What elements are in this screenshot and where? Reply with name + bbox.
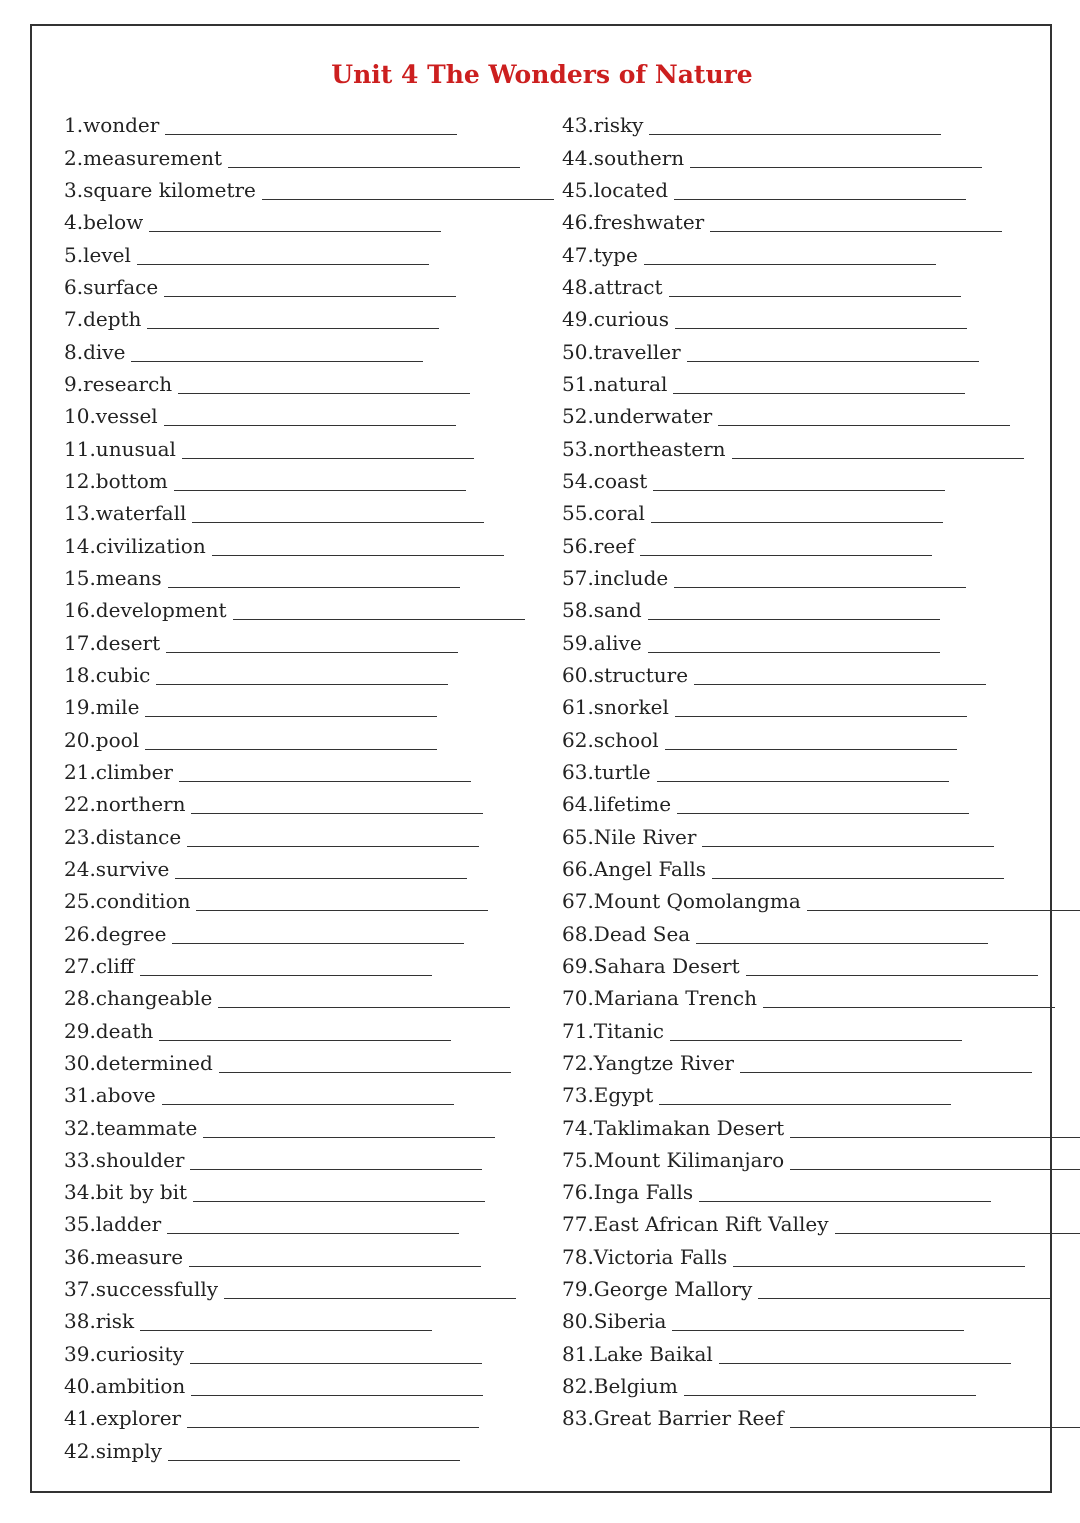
vocabulary-word: 36.measure [64, 1244, 184, 1269]
answer-blank-line[interactable] [233, 618, 525, 620]
answer-blank-line[interactable] [166, 651, 458, 653]
vocabulary-word: 80.Siberia [562, 1309, 667, 1334]
vocabulary-item [64, 691, 554, 723]
vocabulary-item [64, 885, 554, 917]
vocabulary-item [562, 109, 1080, 141]
vocabulary-item [562, 497, 1080, 529]
answer-blank-line[interactable] [174, 489, 466, 491]
vocabulary-word: 31.above [64, 1083, 156, 1108]
vocabulary-item [64, 529, 554, 561]
vocabulary-item [562, 238, 1080, 270]
answer-blank-line[interactable] [182, 457, 474, 459]
answer-blank-line[interactable] [175, 877, 467, 879]
answer-blank-line[interactable] [156, 683, 448, 685]
vocabulary-item [562, 432, 1080, 464]
vocabulary-word: 66.Angel Falls [562, 856, 707, 881]
answer-blank-line[interactable] [665, 748, 957, 750]
answer-blank-line[interactable] [164, 295, 456, 297]
vocabulary-word: 2.measurement [64, 145, 223, 170]
vocabulary-word: 56.reef [562, 533, 635, 558]
vocabulary-word: 55.coral [562, 501, 645, 526]
vocabulary-word: 3.square kilometre [64, 177, 256, 202]
vocabulary-word: 26.degree [64, 921, 167, 946]
vocabulary-word: 51.natural [562, 371, 668, 396]
vocabulary-item [64, 206, 554, 238]
answer-blank-line[interactable] [758, 1297, 1050, 1299]
vocabulary-word: 72.Yangtze River [562, 1050, 734, 1075]
vocabulary-word: 83.Great Barrier Reef [562, 1406, 784, 1431]
vocabulary-word: 18.cubic [64, 662, 151, 687]
answer-blank-line[interactable] [165, 133, 457, 135]
vocabulary-item [64, 1402, 554, 1434]
vocabulary-word: 44.southern [562, 145, 685, 170]
vocabulary-word: 74.Taklimakan Desert [562, 1115, 785, 1140]
vocabulary-word: 37.successfully [64, 1277, 219, 1302]
answer-blank-line[interactable] [189, 1265, 481, 1267]
vocabulary-word: 35.ladder [64, 1212, 162, 1237]
vocabulary-word: 79.George Mallory [562, 1277, 753, 1302]
vocabulary-item [562, 1305, 1080, 1337]
vocabulary-word: 53.northeastern [562, 436, 726, 461]
answer-blank-line[interactable] [763, 1006, 1055, 1008]
vocabulary-word: 17.desert [64, 630, 161, 655]
vocabulary-item [562, 756, 1080, 788]
vocabulary-word: 69.Sahara Desert [562, 953, 740, 978]
vocabulary-item [562, 594, 1080, 626]
vocabulary-item [64, 950, 554, 982]
vocabulary-word: 48.attract [562, 274, 663, 299]
vocabulary-word: 46.freshwater [562, 210, 705, 235]
answer-blank-line[interactable] [193, 1200, 485, 1202]
vocabulary-item [64, 562, 554, 594]
vocabulary-word: 1.wonder [64, 113, 160, 138]
vocabulary-item [64, 335, 554, 367]
vocabulary-item [562, 368, 1080, 400]
answer-blank-line[interactable] [187, 845, 479, 847]
vocabulary-word: 73.Egypt [562, 1083, 654, 1108]
vocabulary-word: 41.explorer [64, 1406, 182, 1431]
answer-blank-line[interactable] [657, 780, 949, 782]
vocabulary-word: 38.risk [64, 1309, 135, 1334]
vocabulary-item [64, 1240, 554, 1272]
answer-blank-line[interactable] [648, 618, 940, 620]
vocabulary-item [64, 238, 554, 270]
answer-blank-line[interactable] [673, 392, 965, 394]
vocabulary-item [64, 109, 554, 141]
vocabulary-word: 23.distance [64, 824, 182, 849]
answer-blank-line[interactable] [670, 1039, 962, 1041]
vocabulary-item [562, 1273, 1080, 1305]
vocabulary-item [64, 174, 554, 206]
vocabulary-item [64, 756, 554, 788]
answer-blank-line[interactable] [168, 586, 460, 588]
answer-blank-line[interactable] [224, 1297, 516, 1299]
answer-blank-line[interactable] [790, 1426, 1080, 1428]
vocabulary-item [64, 788, 554, 820]
answer-blank-line[interactable] [696, 942, 988, 944]
vocabulary-word: 77.East African Rift Valley [562, 1212, 829, 1237]
answer-blank-line[interactable] [168, 1459, 460, 1461]
vocabulary-item [64, 853, 554, 885]
answer-blank-line[interactable] [648, 651, 940, 653]
worksheet-title: Unit 4 The Wonders of Nature [331, 60, 753, 89]
vocabulary-item [562, 885, 1080, 917]
vocabulary-item [562, 659, 1080, 691]
answer-blank-line[interactable] [674, 586, 966, 588]
answer-blank-line[interactable] [835, 1232, 1080, 1234]
vocabulary-word: 65.Nile River [562, 824, 697, 849]
vocabulary-word: 58.sand [562, 598, 642, 623]
answer-blank-line[interactable] [746, 974, 1038, 976]
vocabulary-item [562, 562, 1080, 594]
vocabulary-word: 13.waterfall [64, 501, 187, 526]
vocabulary-item [562, 1079, 1080, 1111]
vocabulary-word: 63.turtle [562, 759, 651, 784]
vocabulary-item [64, 432, 554, 464]
vocabulary-word: 21.climber [64, 759, 173, 784]
vocabulary-item [64, 1370, 554, 1402]
vocabulary-word: 67.Mount Qomolangma [562, 889, 801, 914]
vocabulary-word: 5.level [64, 242, 131, 267]
vocabulary-word: 4.below [64, 210, 144, 235]
answer-blank-line[interactable] [699, 1200, 991, 1202]
vocabulary-item [64, 1079, 554, 1111]
answer-blank-line[interactable] [732, 457, 1024, 459]
answer-blank-line[interactable] [228, 166, 520, 168]
vocabulary-word: 82.Belgium [562, 1374, 678, 1399]
vocabulary-word: 57.include [562, 565, 669, 590]
vocabulary-word: 10.vessel [64, 404, 158, 429]
answer-blank-line[interactable] [677, 812, 969, 814]
vocabulary-item [64, 1014, 554, 1046]
answer-blank-line[interactable] [262, 198, 554, 200]
answer-blank-line[interactable] [712, 877, 1004, 879]
vocabulary-item [562, 400, 1080, 432]
vocabulary-word: 14.civilization [64, 533, 206, 558]
vocabulary-word: 32.teammate [64, 1115, 198, 1140]
vocabulary-word: 50.traveller [562, 339, 681, 364]
vocabulary-word: 28.changeable [64, 986, 213, 1011]
vocabulary-word: 16.development [64, 598, 227, 623]
vocabulary-item [64, 1273, 554, 1305]
vocabulary-word: 42.simply [64, 1438, 162, 1463]
vocabulary-item [64, 1305, 554, 1337]
answer-blank-line[interactable] [131, 360, 423, 362]
answer-blank-line[interactable] [145, 715, 437, 717]
vocabulary-item [64, 1208, 554, 1240]
answer-blank-line[interactable] [687, 360, 979, 362]
vocabulary-item [562, 1014, 1080, 1046]
vocabulary-item [562, 1111, 1080, 1143]
answer-blank-line[interactable] [187, 1426, 479, 1428]
answer-blank-line[interactable] [137, 263, 429, 265]
vocabulary-item [562, 206, 1080, 238]
answer-blank-line[interactable] [649, 133, 941, 135]
vocabulary-word: 22.northern [64, 792, 186, 817]
vocabulary-word: 39.curiosity [64, 1341, 184, 1366]
vocabulary-item [64, 1144, 554, 1176]
vocabulary-word: 60.structure [562, 662, 689, 687]
vocabulary-item [562, 691, 1080, 723]
vocabulary-item [64, 303, 554, 335]
answer-blank-line[interactable] [172, 942, 464, 944]
answer-blank-line[interactable] [644, 263, 936, 265]
vocabulary-word: 9.research [64, 371, 173, 396]
vocabulary-word: 15.means [64, 565, 162, 590]
answer-blank-line[interactable] [659, 1103, 951, 1105]
vocabulary-word: 29.death [64, 1018, 154, 1043]
vocabulary-item [562, 1337, 1080, 1369]
answer-blank-line[interactable] [219, 1071, 511, 1073]
vocabulary-item [562, 174, 1080, 206]
vocabulary-item [562, 1240, 1080, 1272]
answer-blank-line[interactable] [719, 1362, 1011, 1364]
vocabulary-word: 11.unusual [64, 436, 176, 461]
vocabulary-item [64, 141, 554, 173]
vocabulary-item [64, 1337, 554, 1369]
answer-blank-line[interactable] [807, 909, 1080, 911]
answer-blank-line[interactable] [674, 198, 966, 200]
vocabulary-item [64, 723, 554, 755]
vocabulary-word: 81.Lake Baikal [562, 1341, 713, 1366]
vocabulary-item [562, 1402, 1080, 1434]
answer-blank-line[interactable] [159, 1039, 451, 1041]
answer-blank-line[interactable] [145, 748, 437, 750]
vocabulary-word: 33.shoulder [64, 1147, 185, 1172]
answer-blank-line[interactable] [203, 1136, 495, 1138]
vocabulary-word: 64.lifetime [562, 792, 672, 817]
answer-blank-line[interactable] [140, 974, 432, 976]
answer-blank-line[interactable] [790, 1168, 1080, 1170]
answer-blank-line[interactable] [167, 1232, 459, 1234]
answer-blank-line[interactable] [164, 424, 456, 426]
vocabulary-item [64, 594, 554, 626]
vocabulary-word: 68.Dead Sea [562, 921, 691, 946]
vocabulary-word: 52.underwater [562, 404, 713, 429]
vocabulary-word: 34.bit by bit [64, 1180, 188, 1205]
answer-blank-line[interactable] [733, 1265, 1025, 1267]
answer-blank-line[interactable] [192, 521, 484, 523]
answer-blank-line[interactable] [690, 166, 982, 168]
vocabulary-item [562, 303, 1080, 335]
vocabulary-word: 30.determined [64, 1050, 213, 1075]
answer-blank-line[interactable] [694, 683, 986, 685]
vocabulary-item [64, 1111, 554, 1143]
vocabulary-item [562, 271, 1080, 303]
vocabulary-item [562, 982, 1080, 1014]
vocabulary-item [64, 820, 554, 852]
vocabulary-item [562, 626, 1080, 658]
answer-blank-line[interactable] [640, 554, 932, 556]
vocabulary-item [64, 1047, 554, 1079]
vocabulary-item [562, 529, 1080, 561]
vocabulary-item [64, 982, 554, 1014]
answer-blank-line[interactable] [212, 554, 504, 556]
vocabulary-item [64, 497, 554, 529]
answer-blank-line[interactable] [190, 1362, 482, 1364]
vocabulary-item [562, 1144, 1080, 1176]
vocabulary-word: 71.Titanic [562, 1018, 664, 1043]
answer-blank-line[interactable] [669, 295, 961, 297]
vocabulary-word: 45.located [562, 177, 669, 202]
vocabulary-item [562, 723, 1080, 755]
vocabulary-column-right [562, 109, 1080, 1434]
vocabulary-item [562, 141, 1080, 173]
answer-blank-line[interactable] [149, 230, 441, 232]
vocabulary-word: 61.snorkel [562, 695, 669, 720]
answer-blank-line[interactable] [702, 845, 994, 847]
answer-blank-line[interactable] [178, 392, 470, 394]
answer-blank-line[interactable] [218, 1006, 510, 1008]
vocabulary-item [64, 271, 554, 303]
vocabulary-word: 12.bottom [64, 468, 168, 493]
vocabulary-word: 27.cliff [64, 953, 135, 978]
vocabulary-word: 8.dive [64, 339, 126, 364]
vocabulary-word: 6.surface [64, 274, 159, 299]
vocabulary-word: 20.pool [64, 727, 140, 752]
answer-blank-line[interactable] [190, 1168, 482, 1170]
vocabulary-word: 40.ambition [64, 1374, 186, 1399]
answer-blank-line[interactable] [651, 521, 943, 523]
vocabulary-item [562, 1370, 1080, 1402]
vocabulary-item [64, 1176, 554, 1208]
answer-blank-line[interactable] [191, 1394, 483, 1396]
vocabulary-item [64, 626, 554, 658]
answer-blank-line[interactable] [740, 1071, 1032, 1073]
vocabulary-word: 7.depth [64, 307, 142, 332]
vocabulary-word: 24.survive [64, 856, 170, 881]
answer-blank-line[interactable] [140, 1329, 432, 1331]
vocabulary-item [64, 659, 554, 691]
vocabulary-word: 70.Mariana Trench [562, 986, 757, 1011]
vocabulary-item [64, 917, 554, 949]
vocabulary-word: 19.mile [64, 695, 140, 720]
vocabulary-item [562, 820, 1080, 852]
vocabulary-item [562, 853, 1080, 885]
vocabulary-item [562, 917, 1080, 949]
answer-blank-line[interactable] [196, 909, 488, 911]
answer-blank-line[interactable] [790, 1136, 1080, 1138]
vocabulary-word: 78.Victoria Falls [562, 1244, 728, 1269]
vocabulary-column-left [64, 109, 554, 1467]
vocabulary-item [64, 368, 554, 400]
answer-blank-line[interactable] [675, 327, 967, 329]
vocabulary-word: 25.condition [64, 889, 191, 914]
vocabulary-item [562, 1208, 1080, 1240]
answer-blank-line[interactable] [675, 715, 967, 717]
vocabulary-item [64, 465, 554, 497]
vocabulary-item [562, 1047, 1080, 1079]
answer-blank-line[interactable] [718, 424, 1010, 426]
vocabulary-word: 62.school [562, 727, 659, 752]
answer-blank-line[interactable] [162, 1103, 454, 1105]
answer-blank-line[interactable] [147, 327, 439, 329]
vocabulary-word: 47.type [562, 242, 638, 267]
vocabulary-item [562, 335, 1080, 367]
answer-blank-line[interactable] [672, 1329, 964, 1331]
vocabulary-word: 75.Mount Kilimanjaro [562, 1147, 785, 1172]
answer-blank-line[interactable] [191, 812, 483, 814]
vocabulary-word: 43.risky [562, 113, 644, 138]
answer-blank-line[interactable] [710, 230, 1002, 232]
answer-blank-line[interactable] [653, 489, 945, 491]
vocabulary-item [562, 788, 1080, 820]
vocabulary-word: 59.alive [562, 630, 642, 655]
vocabulary-item [562, 1176, 1080, 1208]
vocabulary-item [562, 950, 1080, 982]
vocabulary-item [64, 1434, 554, 1466]
vocabulary-item [64, 400, 554, 432]
vocabulary-word: 76.Inga Falls [562, 1180, 694, 1205]
vocabulary-word: 49.curious [562, 307, 670, 332]
vocabulary-word: 54.coast [562, 468, 648, 493]
answer-blank-line[interactable] [684, 1394, 976, 1396]
answer-blank-line[interactable] [179, 780, 471, 782]
vocabulary-item [562, 465, 1080, 497]
